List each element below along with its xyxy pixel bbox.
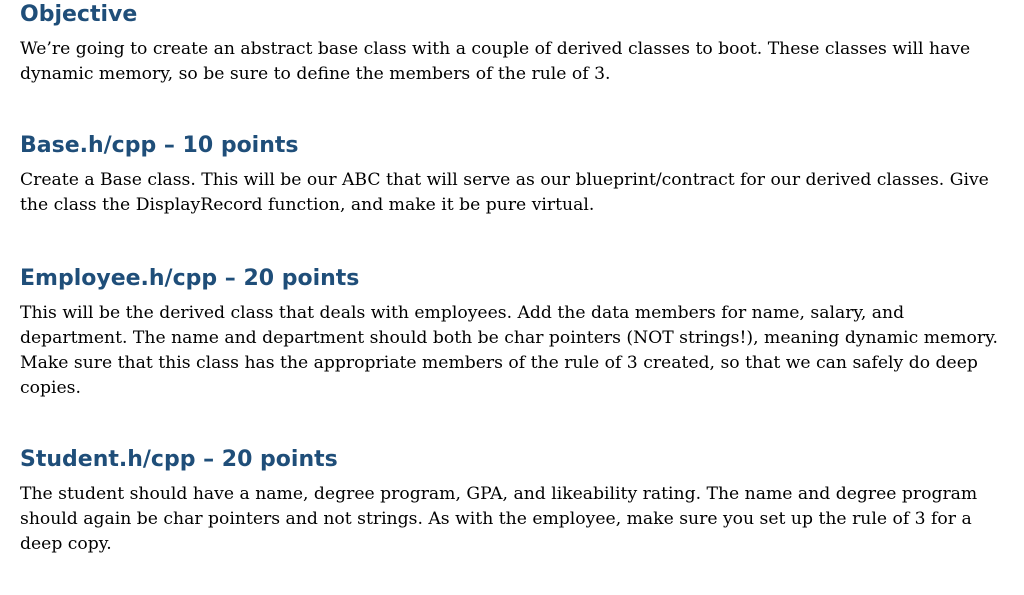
section-objective [20,0,1000,87]
section-employee [20,264,1000,401]
section-paragraph-base: Create a Base class. This will be our ABC that will serve as our blueprint/contract for our derived classes. Give the class the DisplayRecord function, and make it be pure virtual. [20,170,989,215]
section-paragraph-objective: We’re going to create an abstract base class with a couple of derived classes to boot. These classes will have dynamic memory, so be sure to define the members of the rule of 3. [20,39,971,84]
section-paragraph-student: The student should have a name, degree program, GPA, and likeability rating. The name and degree program should again be char pointers and not strings. As with the employee, make sure you set up the rule of 3 for a deep copy. [20,484,978,554]
section-student [20,445,1000,557]
section-heading-employee: Employee.h/cpp – 20 points [20,266,360,291]
section-base [20,131,1000,218]
section-heading-objective: Objective [20,2,138,27]
section-paragraph-employee: This will be the derived class that deals with employees. Add the data members for name, salary, and department. The name and department should both be char pointers (NOT strings!), meaning dynamic memory. Make sure that this class has the appropriate members of the rule of 3 created, so that we can safely do deep copies. [20,303,998,398]
section-heading-student: Student.h/cpp – 20 points [20,447,338,472]
section-heading-base: Base.h/cpp – 10 points [20,133,299,158]
